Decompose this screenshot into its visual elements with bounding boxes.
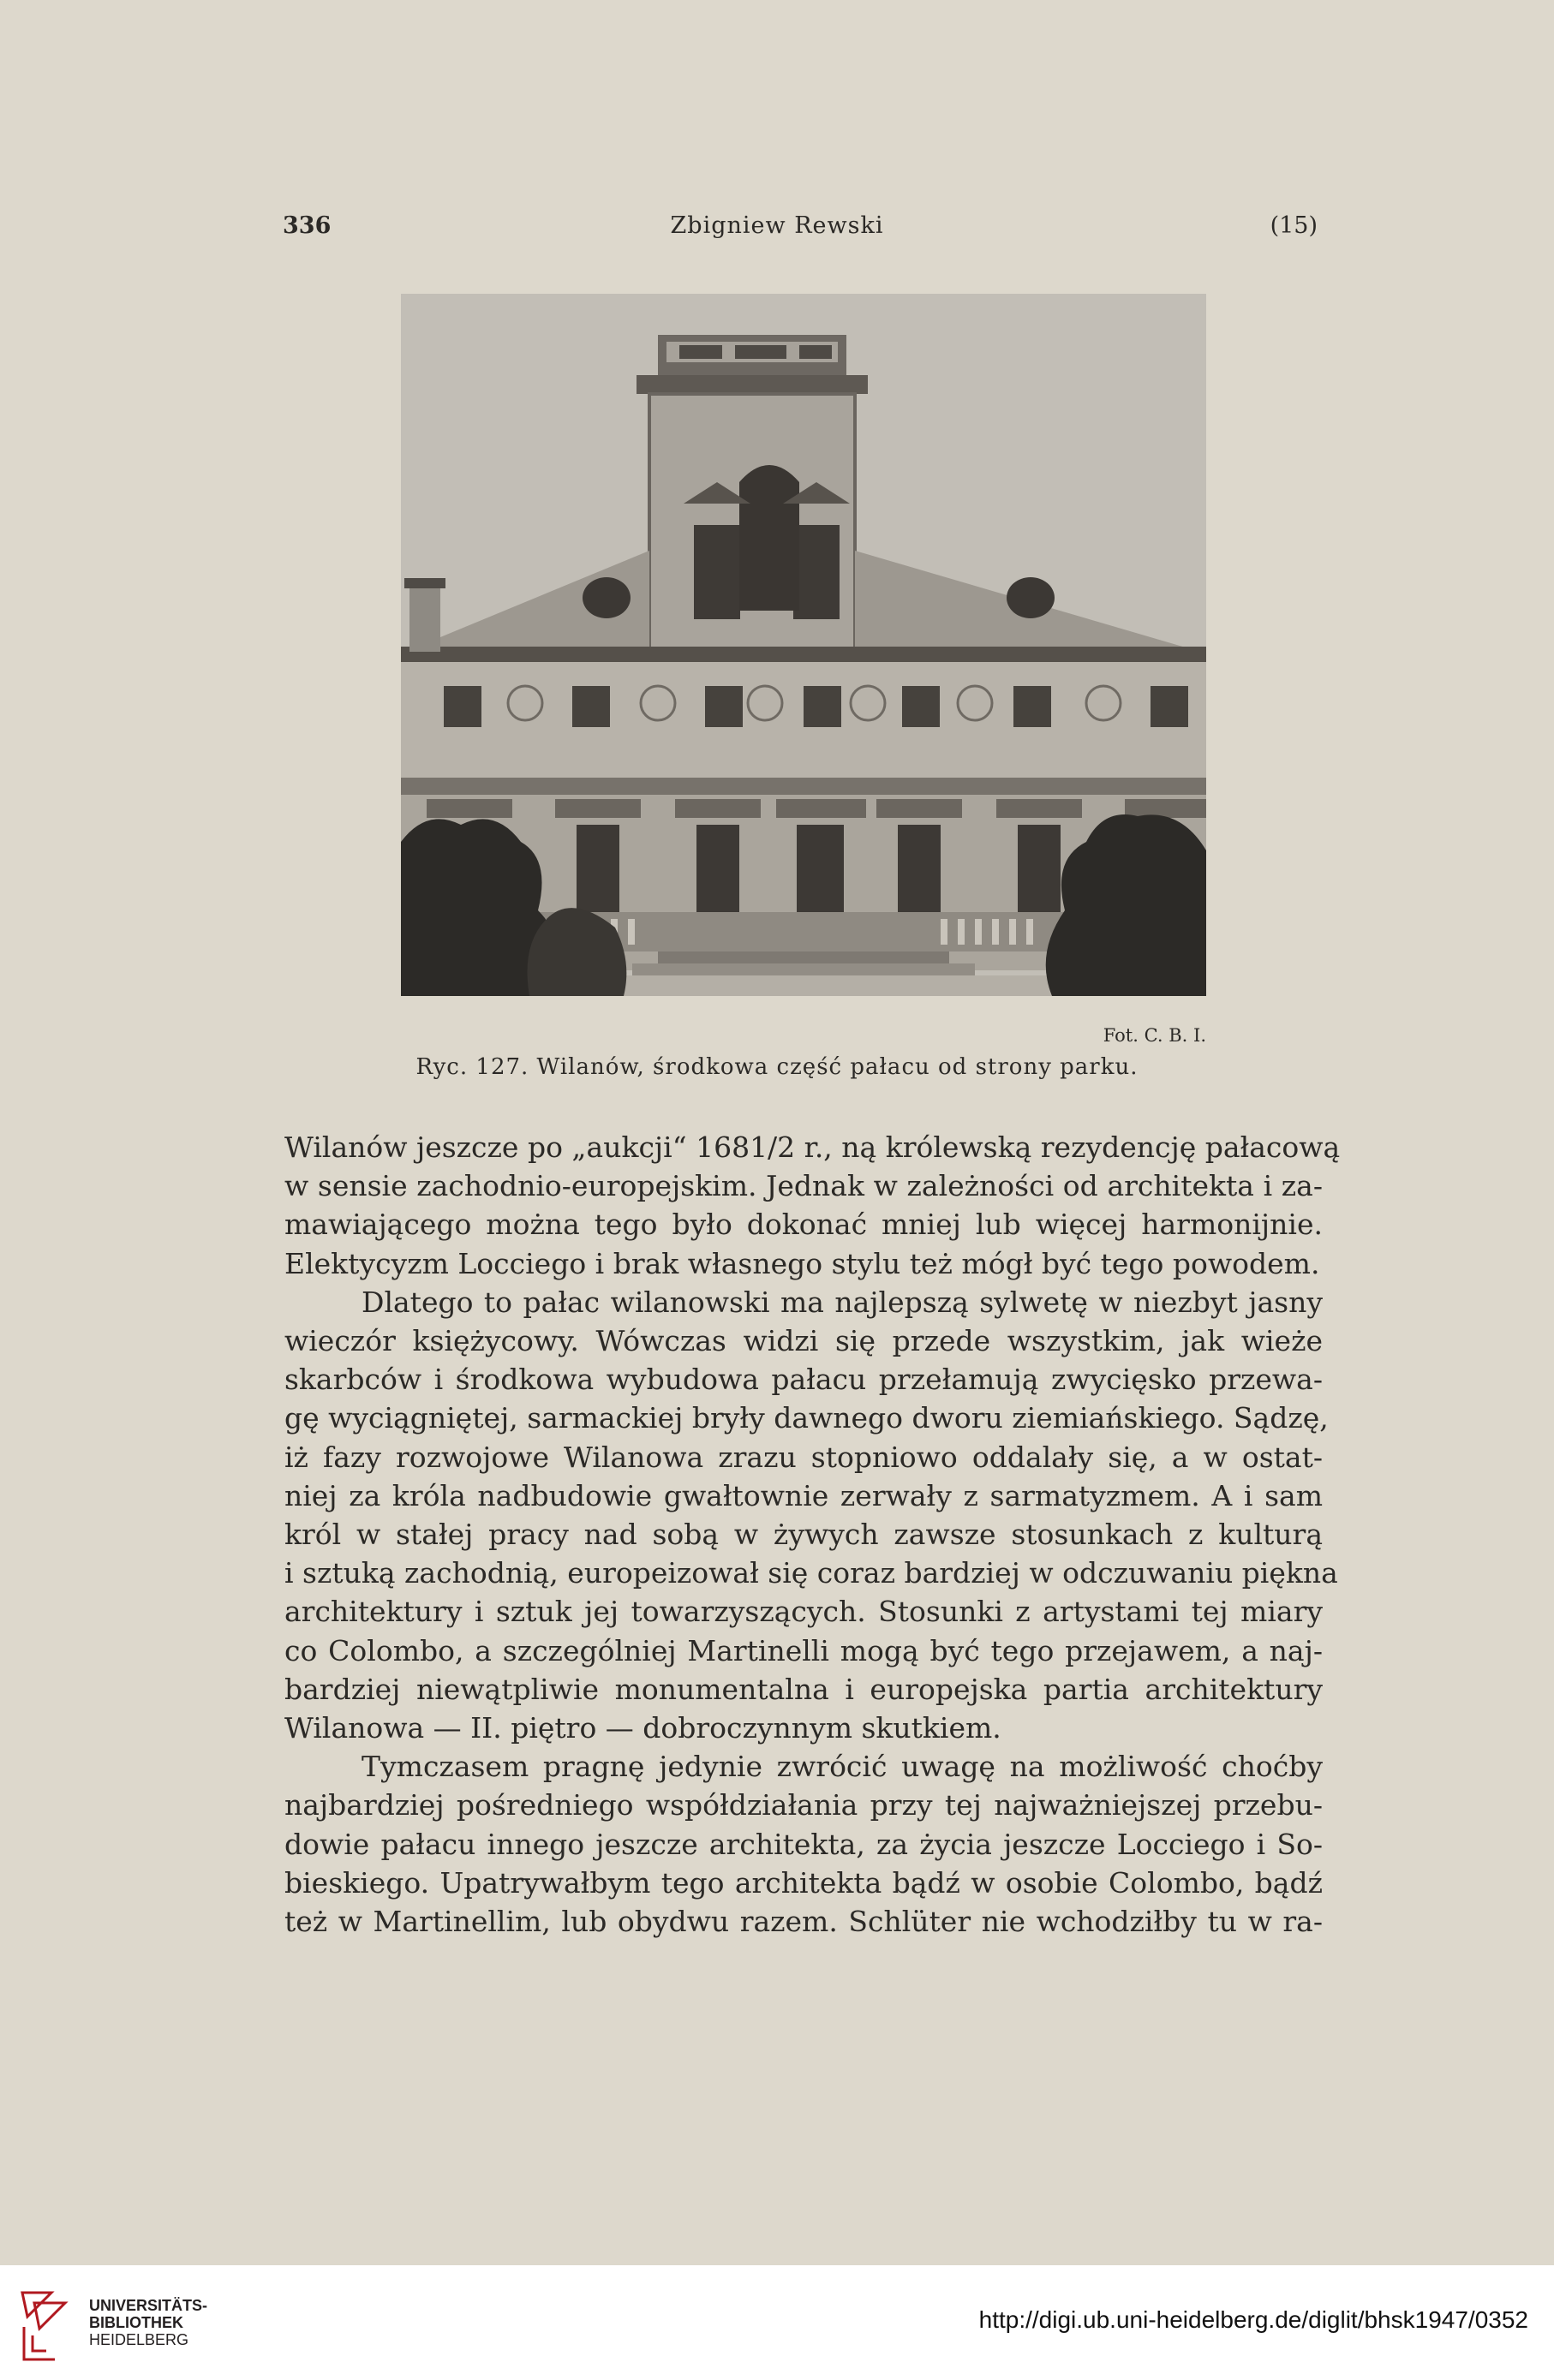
body-text	[284, 1128, 1341, 1941]
text-line: najbardziej pośredniego współdziałania przy tej najważniejszej przebu-	[284, 1788, 1323, 1822]
text-line: też w Martinellim, lub obydwu razem. Schlüter nie wchodziłby tu w ra-	[284, 1905, 1323, 1939]
text-line: architektury i sztuk jej towarzyszących. Stosunki z artystami tej miary	[284, 1595, 1323, 1629]
text-line: iż fazy rozwojowe Wilanowa zrazu stopniowo oddalały się, a w ostat-	[284, 1440, 1323, 1474]
palace-photograph	[401, 294, 1206, 996]
library-footer	[0, 2265, 1554, 2380]
paragraph	[284, 1747, 1323, 1941]
text-line: Tymczasem pragnę jedynie zwrócić uwagę na możliwość choćby	[362, 1750, 1323, 1784]
text-line: Dlatego to pałac wilanowski ma najlepszą sylwetę w niezbyt jasny	[362, 1285, 1323, 1319]
text-line: król w stałej pracy nad sobą w żywych zawsze stosunkach z kulturą	[284, 1518, 1323, 1552]
page-number: 336	[283, 212, 332, 239]
text-line: Elektycyzm Locciego i brak własnego stylu też mógł być tego powodem.	[284, 1246, 1320, 1280]
library-logo-icon	[17, 2284, 72, 2363]
text-line: mawiającego można tego było dokonać mniej lub więcej harmonijnie.	[284, 1208, 1323, 1242]
library-name-line: BIBLIOTHEK	[89, 2314, 183, 2331]
running-header	[0, 212, 1554, 247]
library-name-line: HEIDELBERG	[89, 2331, 189, 2348]
source-url-link[interactable]: http://digi.ub.uni-heidelberg.de/diglit/bhsk1947/0352	[978, 2306, 1528, 2333]
text-line: gę wyciągniętej, sarmackiej bryły dawnego dworu ziemiańskiego. Sądzę,	[284, 1401, 1329, 1435]
running-author: Zbigniew Rewski	[670, 212, 884, 239]
text-line: niej za króla nadbudowie gwałtownie zerwały z sarmatyzmem. A i sam	[284, 1478, 1323, 1512]
text-line: wieczór księżycowy. Wówczas widzi się przede wszystkim, jak wieże	[284, 1324, 1323, 1358]
text-line: co Colombo, a szczególniej Martinelli mogą być tego przejawem, a naj-	[284, 1633, 1323, 1667]
text-line: i sztuką zachodnią, europeizował się coraz bardziej w odczuwaniu piękna	[284, 1556, 1338, 1590]
text-line: Wilanowa — II. piętro — dobroczynnym skutkiem.	[284, 1711, 1001, 1745]
library-name	[89, 2297, 207, 2348]
text-line: dowie pałacu innego jeszcze architekta, za życia jeszcze Locciego i So-	[284, 1827, 1323, 1861]
library-name-line: UNIVERSITÄTS-	[89, 2297, 208, 2314]
paragraph	[284, 1283, 1338, 1747]
text-line: Wilanów jeszcze po „aukcji“ 1681/2 r., ną królewską rezydencję pałacową	[284, 1130, 1341, 1164]
text-line: skarbców i środkowa wybudowa pałacu przełamują zwycięsko przewa-	[284, 1363, 1323, 1397]
figure-caption: Ryc. 127. Wilanów, środkowa część pałacu od strony parku.	[415, 1054, 1139, 1080]
section-number: (15)	[1270, 212, 1318, 239]
text-line: w sensie zachodnio-europejskim. Jednak w zależności od architekta i za-	[284, 1169, 1323, 1203]
text-line: bardziej niewątpliwie monumentalna i europejska partia architektury	[284, 1672, 1323, 1706]
photo-credit: Fot. C. B. I.	[1103, 1025, 1206, 1046]
paragraph	[284, 1128, 1341, 1283]
text-line: bieskiego. Upatrywałbym tego architekta bądź w osobie Colombo, bądź	[284, 1865, 1323, 1900]
